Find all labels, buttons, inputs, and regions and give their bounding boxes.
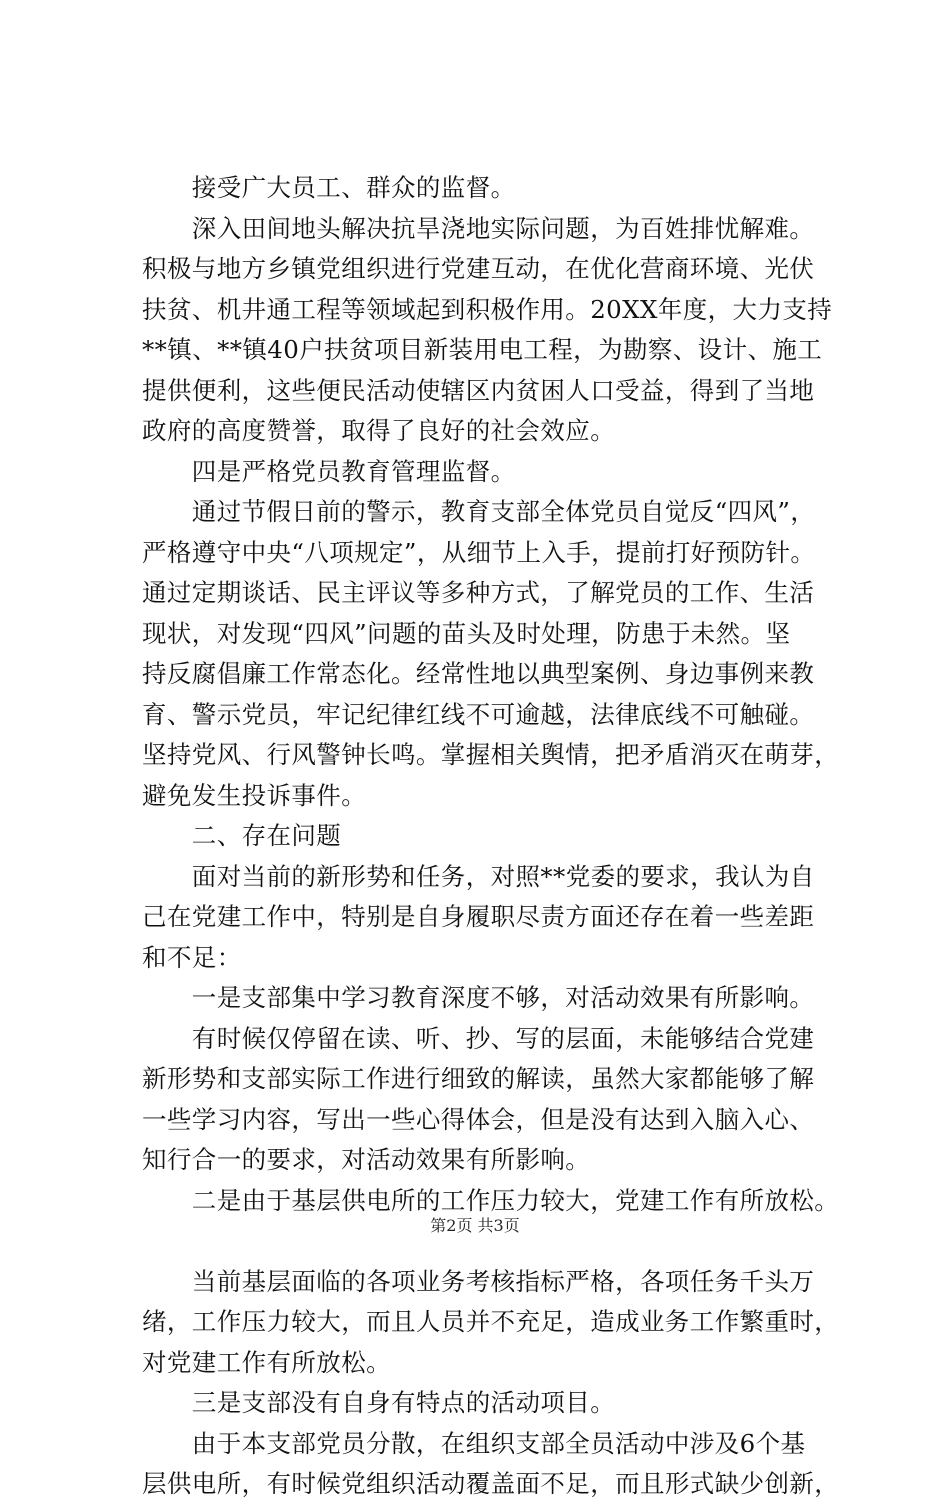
text-line: 一些学习内容，写出一些心得体会，但是没有达到入脑入心、 bbox=[142, 1104, 815, 1134]
text-line: 积极与地方乡镇党组织进行党建互动，在优化营商环境、光伏 bbox=[142, 254, 815, 283]
text-line: **镇、**镇40户扶贫项目新装用电工程，为勘察、设计、施工 bbox=[142, 335, 823, 364]
text-line: 提供便利，这些便民活动使辖区内贫困人口受益，得到了当地 bbox=[142, 375, 815, 405]
text-line: 扶贫、机井通工程等领域起到积极作用。20XX年度，大力支持 bbox=[142, 294, 833, 324]
text-line: 现状，对发现“四风”问题的苗头及时处理，防患于未然。坚 bbox=[142, 618, 791, 648]
text-line: 由于本支部党员分散，在组织支部全员活动中涉及6个基 bbox=[142, 1428, 806, 1458]
text-line: 知行合一的要求，对活动效果有所影响。 bbox=[142, 1145, 591, 1174]
text-line: 育、警示党员，牢记纪律红线不可逾越，法律底线不可触碰。 bbox=[142, 699, 815, 729]
section-heading: 三是支部没有自身有特点的活动项目。 bbox=[142, 1388, 616, 1417]
text-line: 面对当前的新形势和任务，对照**党委的要求，我认为自 bbox=[142, 861, 815, 891]
section-heading: 四是严格党员教育管理监督。 bbox=[142, 456, 516, 486]
text-line: 新形势和支部实际工作进行细致的解读，虽然大家都能够了解 bbox=[142, 1064, 815, 1093]
text-line: 绪，工作压力较大，而且人员并不充足，造成业务工作繁重时， bbox=[142, 1307, 840, 1336]
text-line: 深入田间地头解决抗旱浇地实际问题，为百姓排忧解难。 bbox=[142, 213, 815, 243]
section-heading: 二是由于基层供电所的工作压力较大，党建工作有所放松。 bbox=[142, 1185, 840, 1215]
section-heading: 一是支部集中学习教育深度不够，对活动效果有所影响。 bbox=[142, 983, 815, 1012]
text-line: 层供电所，有时候党组织活动覆盖面不足，而且形式缺少创新， bbox=[142, 1469, 840, 1498]
text-line: 避免发生投诉事件。 bbox=[142, 780, 367, 810]
text-line: 持反腐倡廉工作常态化。经常性地以典型案例、身边事例来教 bbox=[142, 659, 815, 688]
document-body bbox=[142, 168, 842, 1505]
section-heading: 二、存在问题 bbox=[142, 821, 342, 850]
text-line: 当前基层面临的各项业务考核指标严格，各项任务千头万 bbox=[142, 1266, 815, 1296]
text-line: 通过定期谈话、民主评议等多种方式，了解党员的工作、生活 bbox=[142, 578, 815, 607]
text-line: 对党建工作有所放松。 bbox=[142, 1347, 391, 1377]
text-line: 坚持党风、行风警钟长鸣。掌握相关舆情，把矛盾消灭在萌芽， bbox=[142, 740, 840, 769]
text-line: 政府的高度赞誉，取得了良好的社会效应。 bbox=[142, 416, 616, 445]
text-line: 通过节假日前的警示，教育支部全体党员自觉反“四风”， bbox=[142, 497, 816, 526]
text-line: 有时候仅停留在读、听、抄、写的层面，未能够结合党建 bbox=[142, 1023, 815, 1053]
text-line: 和不足： bbox=[142, 942, 242, 972]
text-line: 接受广大员工、群众的监督。 bbox=[142, 173, 516, 202]
page-number-footer: 第2页 共3页 bbox=[430, 1216, 520, 1235]
text-line: 严格遵守中央“八项规定”，从细节上入手，提前打好预防针。 bbox=[142, 537, 816, 567]
text-line: 己在党建工作中，特别是自身履职尽责方面还存在着一些差距 bbox=[142, 902, 815, 931]
